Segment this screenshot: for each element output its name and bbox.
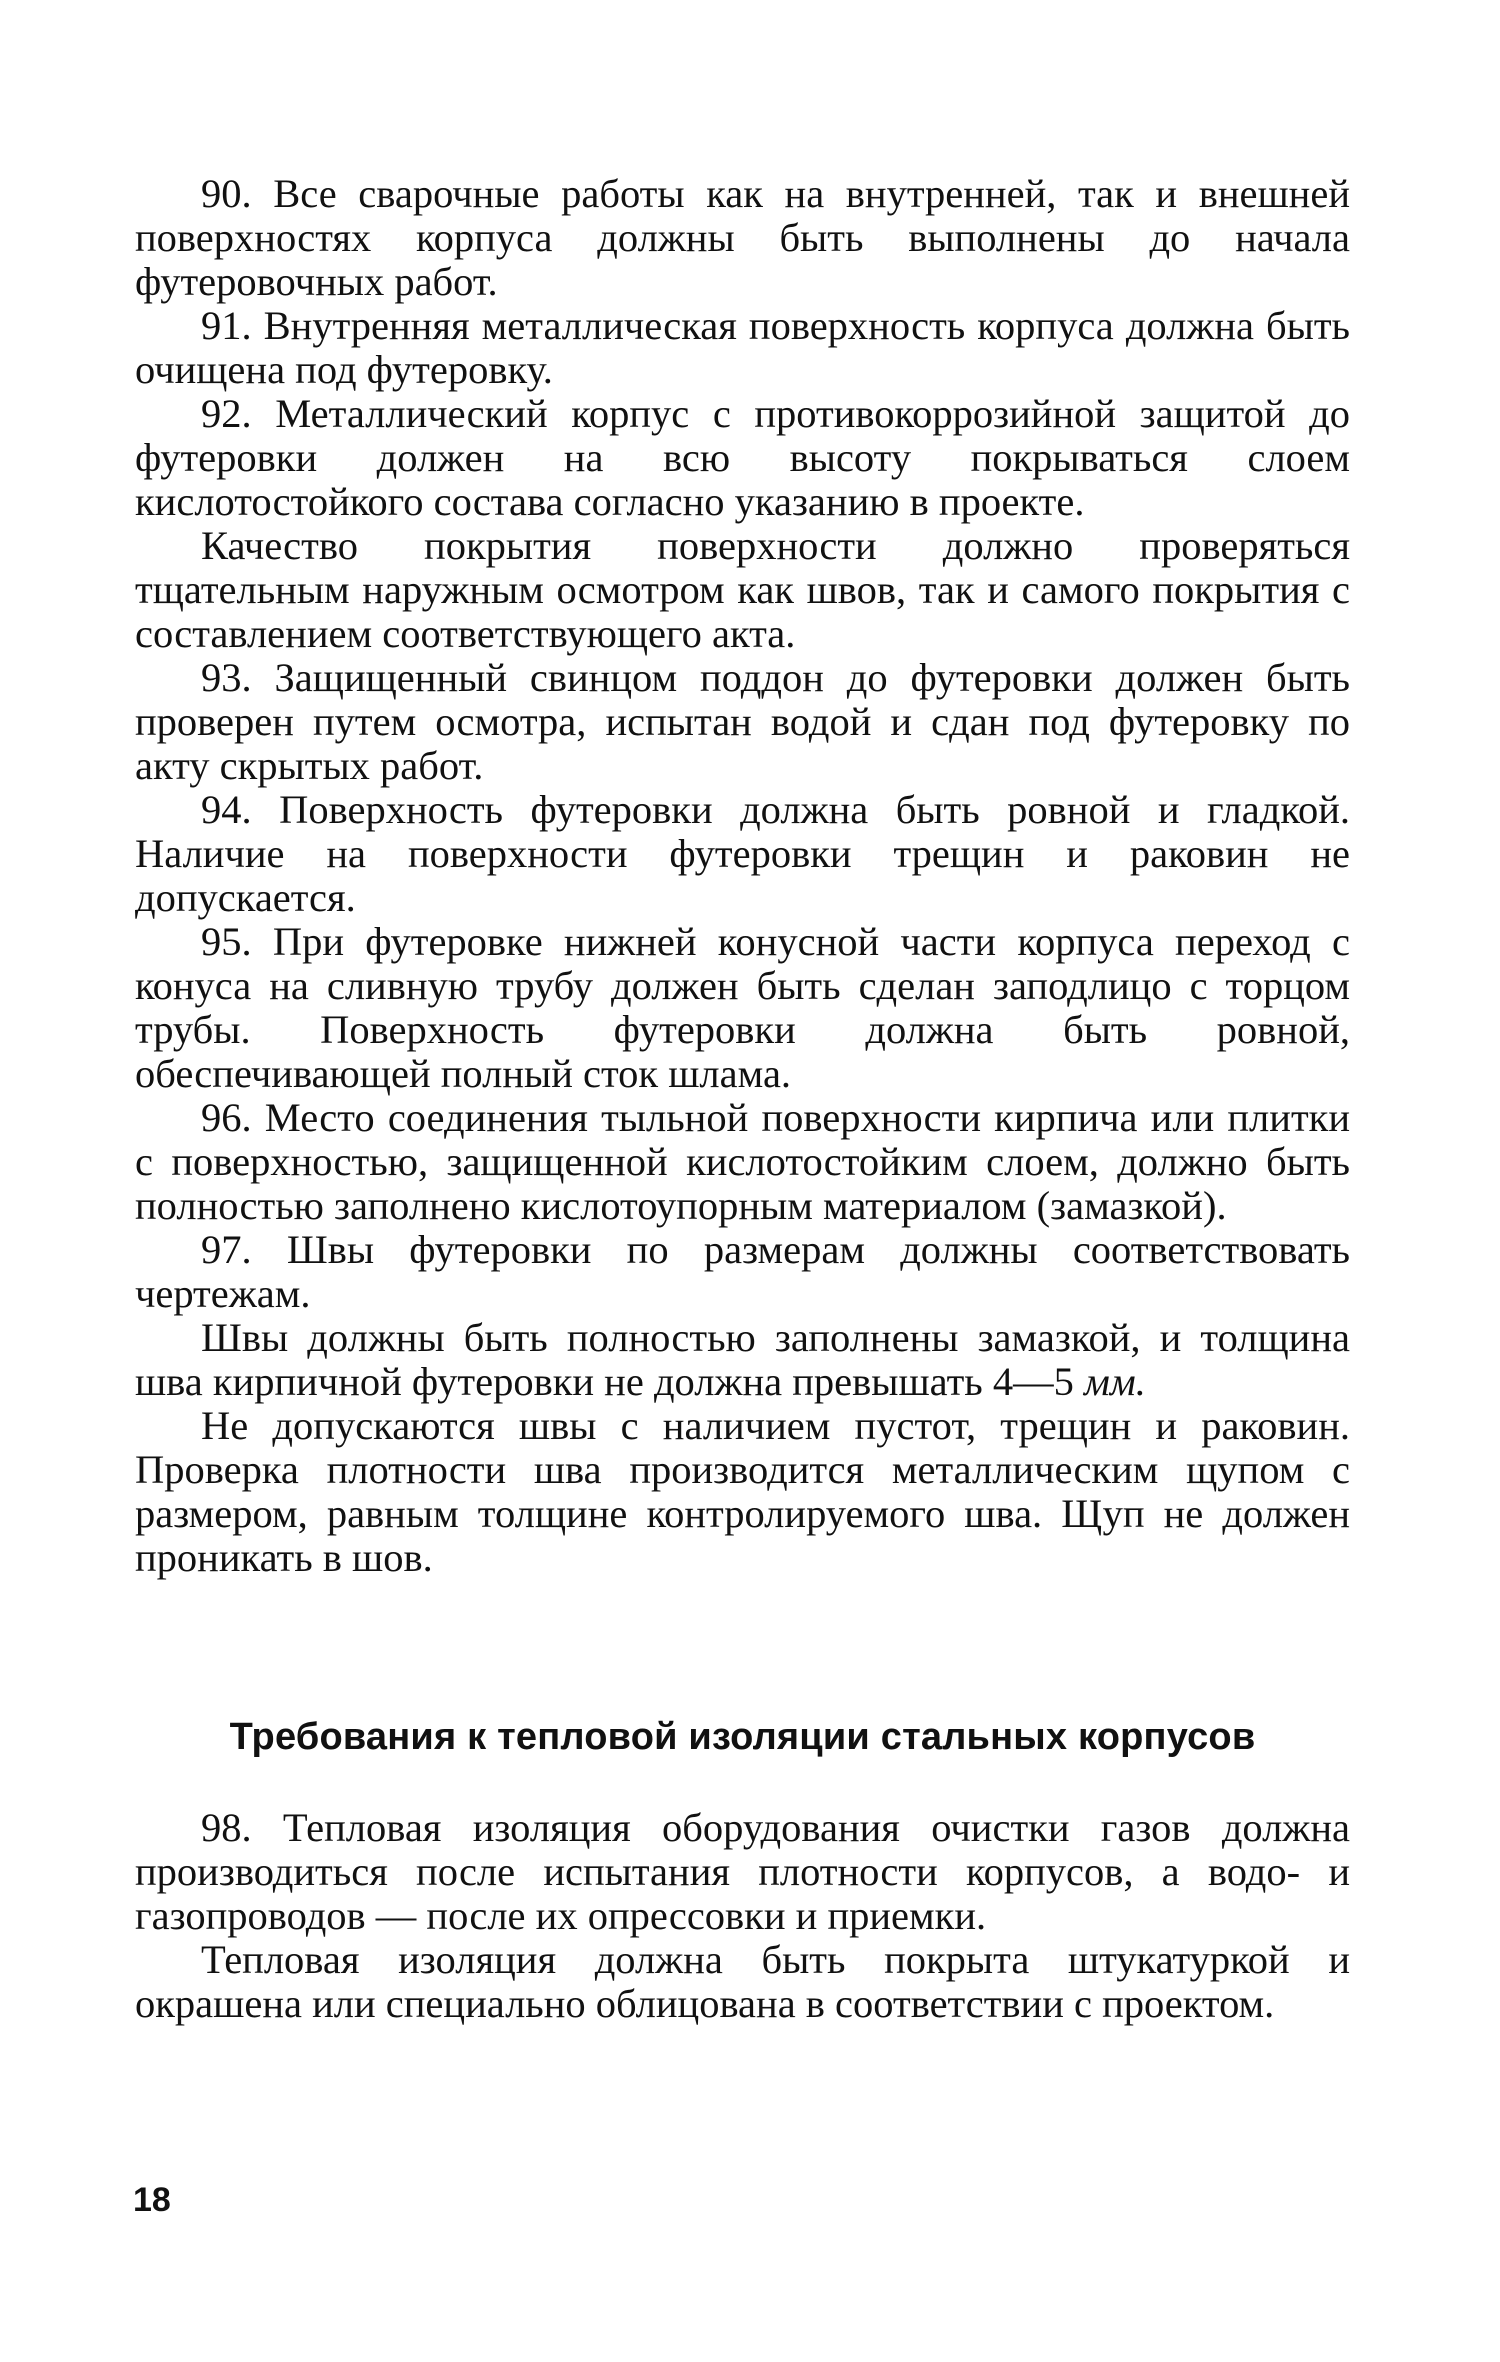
unit-mm: мм. — [1084, 1359, 1146, 1404]
paragraph-97-seams — [135, 1316, 1350, 1404]
paragraph-92: 92. Металлический корпус с противокоррозийной защитой до футеровки должен на всю высоту покрываться слоем кислотостойкого состава согласно указанию в проекте. — [135, 391, 1350, 524]
paragraph-96: 96. Место соединения тыльной поверхности кирпича или плитки с поверхностью, защищенной кислотостойким слоем, должно быть полностью заполнено кислотоупорным материалом (замазкой). — [135, 1095, 1350, 1228]
section-body-text — [135, 1806, 1350, 2026]
paragraph-97-seams-text: Швы должны быть полностью заполнены замазкой, и толщина шва кирпичной футеровки не должна превышать 4—5 — [135, 1315, 1350, 1404]
paragraph-97-defects: Не допускаются швы с наличием пустот, трещин и раковин. Проверка плотности шва производится металлическим щупом с размером, равным толщине контролируемого шва. Щуп не должен проникать в шов. — [135, 1403, 1350, 1580]
paragraph-97: 97. Швы футеровки по размерам должны соответствовать чертежам. — [135, 1227, 1350, 1316]
paragraph-98-coating: Тепловая изоляция должна быть покрыта штукатуркой и окрашена или специально облицована в соответствии с проектом. — [135, 1937, 1350, 2026]
section-heading: Требования к тепловой изоляции стальных корпусов — [229, 1716, 1256, 1758]
paragraph-95: 95. При футеровке нижней конусной части корпуса переход с конуса на сливную трубу должен быть сделан заподлицо с торцом трубы. Поверхность футеровки должна быть ровной, обеспечивающей полный сток шлама. — [135, 919, 1350, 1096]
paragraph-91: 91. Внутренняя металлическая поверхность корпуса должна быть очищена под футеровку. — [135, 303, 1350, 392]
paragraph-90: 90. Все сварочные работы как на внутренней, так и внешней поверхностях корпуса должны быть выполнены до начала футеровочных работ. — [135, 171, 1350, 304]
page-number: 18 — [133, 2181, 171, 2219]
paragraph-92-quality: Качество покрытия поверхности должно проверяться тщательным наружным осмотром как швов, так и самого покрытия с составлением соответствующего акта. — [135, 523, 1350, 656]
paragraph-94: 94. Поверхность футеровки должна быть ровной и гладкой. Наличие на поверхности футеровки трещин и раковин не допускается. — [135, 787, 1350, 920]
paragraph-98: 98. Тепловая изоляция оборудования очистки газов должна производиться после испытания плотности корпусов, а водо- и газопроводов — после их опрессовки и приемки. — [135, 1805, 1350, 1938]
paragraph-93: 93. Защищенный свинцом поддон до футеровки должен быть проверен путем осмотра, испытан водой и сдан под футеровку по акту скрытых работ. — [135, 655, 1350, 788]
body-text — [135, 172, 1350, 1580]
